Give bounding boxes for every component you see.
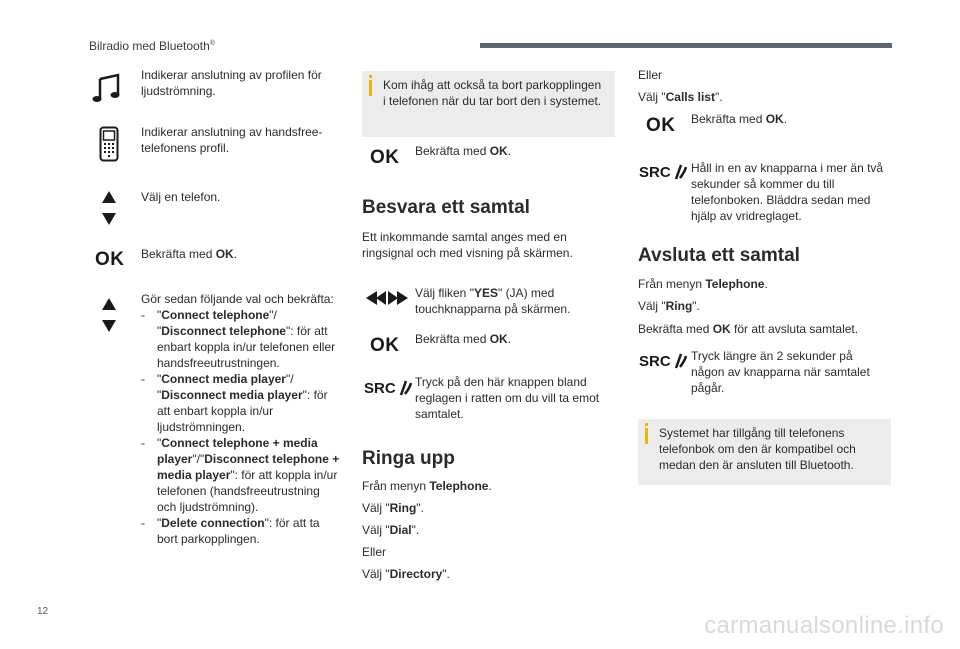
src-phone-button-icon	[639, 164, 687, 182]
select-ring-text: Välj "Ring".	[638, 299, 700, 313]
from-menu-telephone-text: Från menyn Telephone.	[362, 479, 492, 493]
select-ring-text: Välj "Ring".	[362, 501, 424, 515]
select-calls-list-text: Välj "Calls list".	[638, 90, 723, 104]
confirm-end-call-text: Bekräfta med OK för att avsluta samtalet.	[638, 322, 859, 336]
heading-end-call: Avsluta ett samtal	[638, 245, 800, 266]
header-registered-mark: ®	[209, 40, 215, 47]
options-list	[141, 307, 341, 547]
watermark: carmanualsonline.info	[704, 612, 944, 639]
confirm-ok-text: Bekräfta med OK.	[415, 332, 512, 346]
answer-intro-text: Ett inkommande samtal anges med en ringsignal och med visning på skärmen.	[362, 230, 573, 260]
option-delete-connection: - "Delete connection": för att ta bort parkopplingen.	[141, 516, 320, 546]
press-longer-text: Tryck längre än 2 sekunder på någon av knapparna när samtalet pågår.	[691, 349, 870, 395]
note-text: Systemet har tillgång till telefonens telefonbok om den är kompatibel och medan den är ansluten till Bluetooth.	[659, 426, 856, 472]
phone-slash-icon	[398, 380, 412, 396]
left-right-arrows-icon	[366, 290, 408, 306]
note-text: Kom ihåg att också ta bort parkopplingen i telefonen när du tar bort den i systemet.	[383, 78, 602, 108]
src-label: SRC	[639, 353, 671, 370]
ok-button-icon: OK	[370, 147, 400, 168]
src-label: SRC	[639, 164, 671, 181]
info-icon	[645, 428, 648, 444]
connection-options	[141, 291, 341, 547]
from-menu-telephone-text: Från menyn Telephone.	[638, 277, 768, 291]
mobile-phone-icon	[99, 126, 119, 162]
or-text: Eller	[362, 545, 387, 559]
music-note-icon	[92, 73, 124, 103]
ok-button-icon: OK	[370, 335, 400, 356]
confirm-ok-text: Bekräfta med OK.	[691, 112, 788, 126]
option-connect-telephone-media: - "Connect telephone + media player"/"Disconnect telephone + media player": för att koppla in/ur telefonen (handsfreeutrustning och ljudströmning).	[141, 436, 340, 514]
ok-button-icon: OK	[646, 115, 676, 136]
confirm-ok-text: Bekräfta med OK.	[415, 144, 512, 158]
info-icon	[369, 80, 372, 96]
option-connect-media-player: - "Connect media player"/ "Disconnect media player": för att enbart koppla in/ur ljudströmningen.	[141, 372, 328, 434]
phone-slash-icon	[673, 353, 687, 369]
select-yes-text: Välj fliken "YES" (JA) med touchknapparna på skärmen.	[415, 286, 571, 316]
select-directory-text: Välj "Directory".	[362, 567, 450, 581]
select-dial-text: Välj "Dial".	[362, 523, 420, 537]
select-phone-text: Välj en telefon.	[141, 190, 221, 204]
option-connect-telephone: - "Connect telephone"/ "Disconnect telephone": för att enbart koppla in/ur telefonen eller handsfreeutrustningen.	[141, 308, 336, 370]
src-phone-button-icon	[639, 353, 687, 371]
audio-profile-text: Indikerar anslutning av profilen för ljudströmning.	[141, 68, 322, 98]
header-bar	[480, 43, 892, 48]
ok-button-icon: OK	[95, 249, 125, 270]
phone-slash-icon	[673, 164, 687, 180]
hold-src-text: Håll in en av knapparna i mer än två sekunder så kommer du till telefonboken. Bläddra sedan med hjälp av vridreglaget.	[691, 161, 884, 223]
src-label: SRC	[364, 380, 396, 397]
info-note-unpair	[362, 71, 615, 137]
up-down-arrows-icon	[101, 297, 117, 333]
press-src-text: Tryck på den här knappen bland reglagen i ratten om du vill ta emot samtalet.	[415, 375, 600, 421]
options-intro: Gör sedan följande val och bekräfta:	[141, 292, 334, 306]
header-title: Bilradio med Bluetooth	[89, 39, 210, 53]
src-phone-button-icon	[364, 380, 412, 398]
confirm-ok-text: Bekräfta med OK.	[141, 247, 238, 261]
heading-answer-call: Besvara ett samtal	[362, 197, 530, 218]
up-down-arrows-icon	[101, 190, 117, 226]
heading-place-call: Ringa upp	[362, 448, 455, 469]
info-note-phonebook	[638, 419, 891, 485]
page-number: 12	[37, 606, 49, 617]
or-text: Eller	[638, 68, 663, 82]
running-header	[89, 38, 215, 54]
handsfree-profile-text: Indikerar anslutning av handsfree-telefonens profil.	[141, 125, 323, 155]
